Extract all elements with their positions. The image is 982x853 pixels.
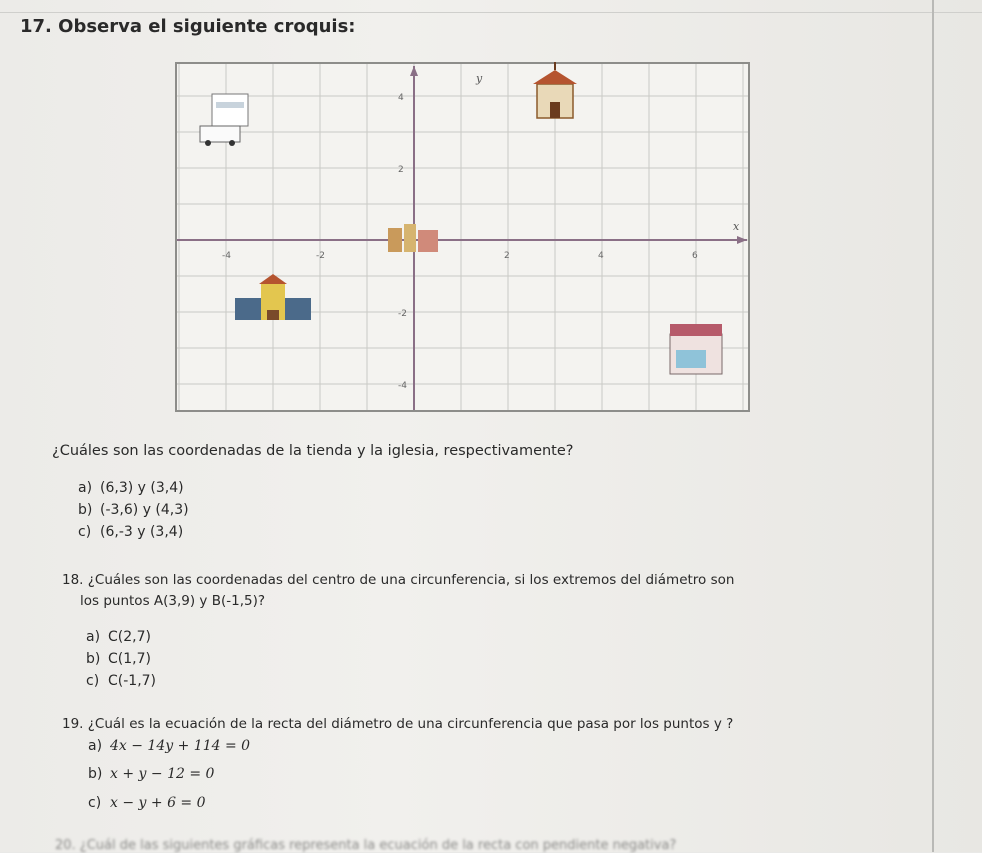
- question-17-title: 17. Observa el siguiente croquis:: [20, 16, 356, 37]
- hospital-windows: [216, 102, 244, 108]
- q17-option-c[interactable]: [78, 524, 183, 540]
- x-tick-label: 6: [692, 251, 698, 261]
- store-window: [676, 350, 706, 368]
- q17-option-a[interactable]: [78, 480, 184, 496]
- y-tick-label: -2: [398, 309, 407, 319]
- q18-option-b[interactable]: [86, 651, 151, 667]
- option-equation: x + y − 12 = 0: [110, 766, 215, 782]
- ambulance-wheel: [229, 140, 235, 146]
- y-tick-label: 2: [398, 165, 404, 175]
- city-building: [418, 230, 438, 252]
- y-tick-label: 4: [398, 93, 404, 103]
- q19-option-a[interactable]: [88, 738, 250, 754]
- option-text: (6,3) y (3,4): [100, 480, 184, 496]
- q19-option-c[interactable]: [88, 795, 206, 811]
- option-equation: x − y + 6 = 0: [110, 795, 206, 811]
- question-20-partial: 20. ¿Cuál de las siguientes gráficas representa la ecuación de la recta con pendiente negativa?: [55, 838, 677, 853]
- q19-option-b[interactable]: [88, 766, 214, 782]
- option-text: C(1,7): [108, 651, 151, 667]
- church-door: [550, 102, 560, 118]
- q17-option-b[interactable]: [78, 502, 189, 518]
- q18-option-a[interactable]: [86, 629, 151, 645]
- option-label: a): [78, 480, 93, 496]
- x-axis-label: x: [733, 220, 740, 233]
- x-tick-label: -4: [222, 251, 231, 261]
- city-building: [388, 228, 402, 252]
- option-text: C(-1,7): [108, 673, 157, 689]
- option-label: b): [88, 766, 103, 782]
- coordinate-grid-sketch: [175, 62, 750, 412]
- page-edge-line: [932, 0, 934, 852]
- y-tick-label: -4: [398, 381, 407, 391]
- store-icon: [670, 324, 722, 374]
- question-17-text: ¿Cuáles son las coordenadas de la tienda y la iglesia, respectivamente?: [52, 443, 574, 459]
- y-axis-label: y: [476, 72, 483, 85]
- option-text: (6,-3 y (3,4): [100, 524, 184, 540]
- option-label: a): [88, 738, 103, 754]
- option-label: b): [78, 502, 93, 518]
- option-text: C(2,7): [108, 629, 151, 645]
- q18-option-c[interactable]: [86, 673, 156, 689]
- x-tick-label: 2: [504, 251, 510, 261]
- option-label: c): [78, 524, 92, 540]
- option-label: b): [86, 651, 101, 667]
- x-tick-label: -2: [316, 251, 325, 261]
- option-label: c): [88, 795, 102, 811]
- ambulance-body: [200, 126, 240, 142]
- question-18-line1: 18. ¿Cuáles son las coordenadas del centro de una circunferencia, si los extremos del diámetro son: [62, 572, 735, 588]
- ambulance-wheel: [205, 140, 211, 146]
- option-label: c): [86, 673, 100, 689]
- store-awning: [670, 324, 722, 336]
- question-18-line2: los puntos A(3,9) y B(-1,5)?: [80, 593, 266, 609]
- option-text: (-3,6) y (4,3): [100, 502, 189, 518]
- x-tick-label: 4: [598, 251, 604, 261]
- top-divider: [0, 12, 982, 13]
- question-19-text: 19. ¿Cuál es la ecuación de la recta del diámetro de una circunferencia que pasa por los puntos y ?: [62, 716, 734, 732]
- option-label: a): [86, 629, 101, 645]
- school-door: [267, 310, 279, 320]
- hospital-building: [212, 94, 248, 126]
- option-equation: 4x − 14y + 114 = 0: [110, 738, 251, 754]
- city-building: [404, 224, 416, 252]
